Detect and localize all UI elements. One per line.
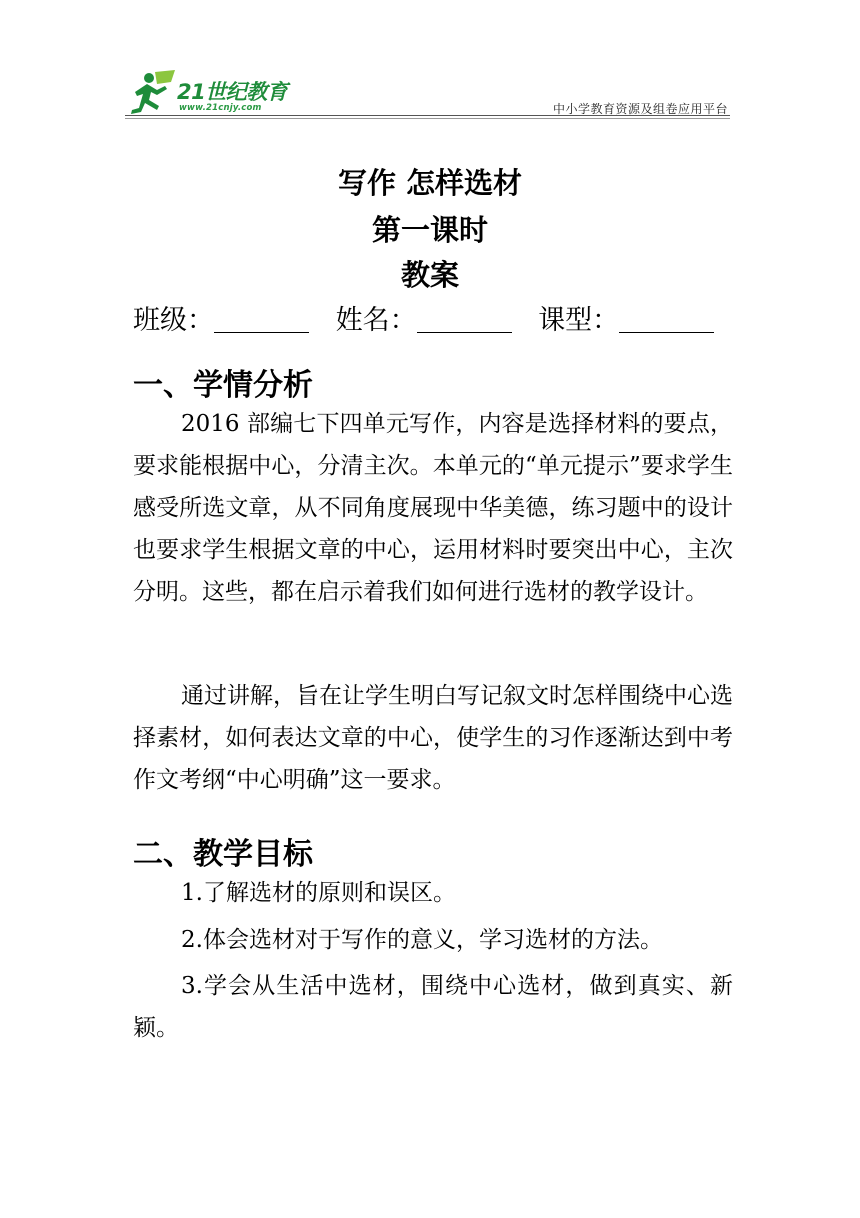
name-label: 姓名： [335,305,417,336]
student-info-line [133,298,733,337]
objective-item: 1.了解选材的原则和误区。 [181,880,456,906]
paragraph: 2016 部编七下四单元写作，内容是选择材料的要点，要求能根据中心，分清主次。本单元的“单元提示”要求学生感受所选文章，从不同角度展现中华美德，练习题中的设计也要求学生根据文章的中心，运用材料时要突出中心，主次分明。这些，都在启示着我们如何进行选材的教学设计。 [133,411,733,605]
objective-item: 2.体会选材对于写作的意义，学习选材的方法。 [181,927,663,953]
section-heading: 一、学情分析 [133,368,313,403]
section-heading: 二、教学目标 [133,837,313,872]
doc-title: 写作 怎样选材 [337,166,523,200]
doc-subtitle: 第一课时 [371,213,488,247]
class-blank[interactable] [214,306,309,333]
runner-logo-icon [127,68,179,118]
objective-item: 3.学会从生活中选材，围绕中心选材，做到真实、新颖。 [133,973,733,1041]
header-divider [125,115,730,116]
class-label: 班级： [133,305,214,336]
name-blank[interactable] [417,306,512,333]
type-label: 课型： [538,305,620,336]
doc-type: 教案 [400,258,459,292]
logo-url: www.21cnjy.com [179,103,262,113]
paragraph: 通过讲解，旨在让学生明白写记叙文时怎样围绕中心选择素材，如何表达文章的中心，使学生的习作逐渐达到中考作文考纲“中心明确”这一要求。 [133,683,733,793]
logo-text: 21世纪教育 [177,80,288,104]
platform-name: 中小学教育资源及组卷应用平台 [552,102,728,116]
page-header [125,66,730,122]
logo [127,68,297,118]
type-blank[interactable] [619,306,714,333]
header-divider-thin [125,118,730,119]
